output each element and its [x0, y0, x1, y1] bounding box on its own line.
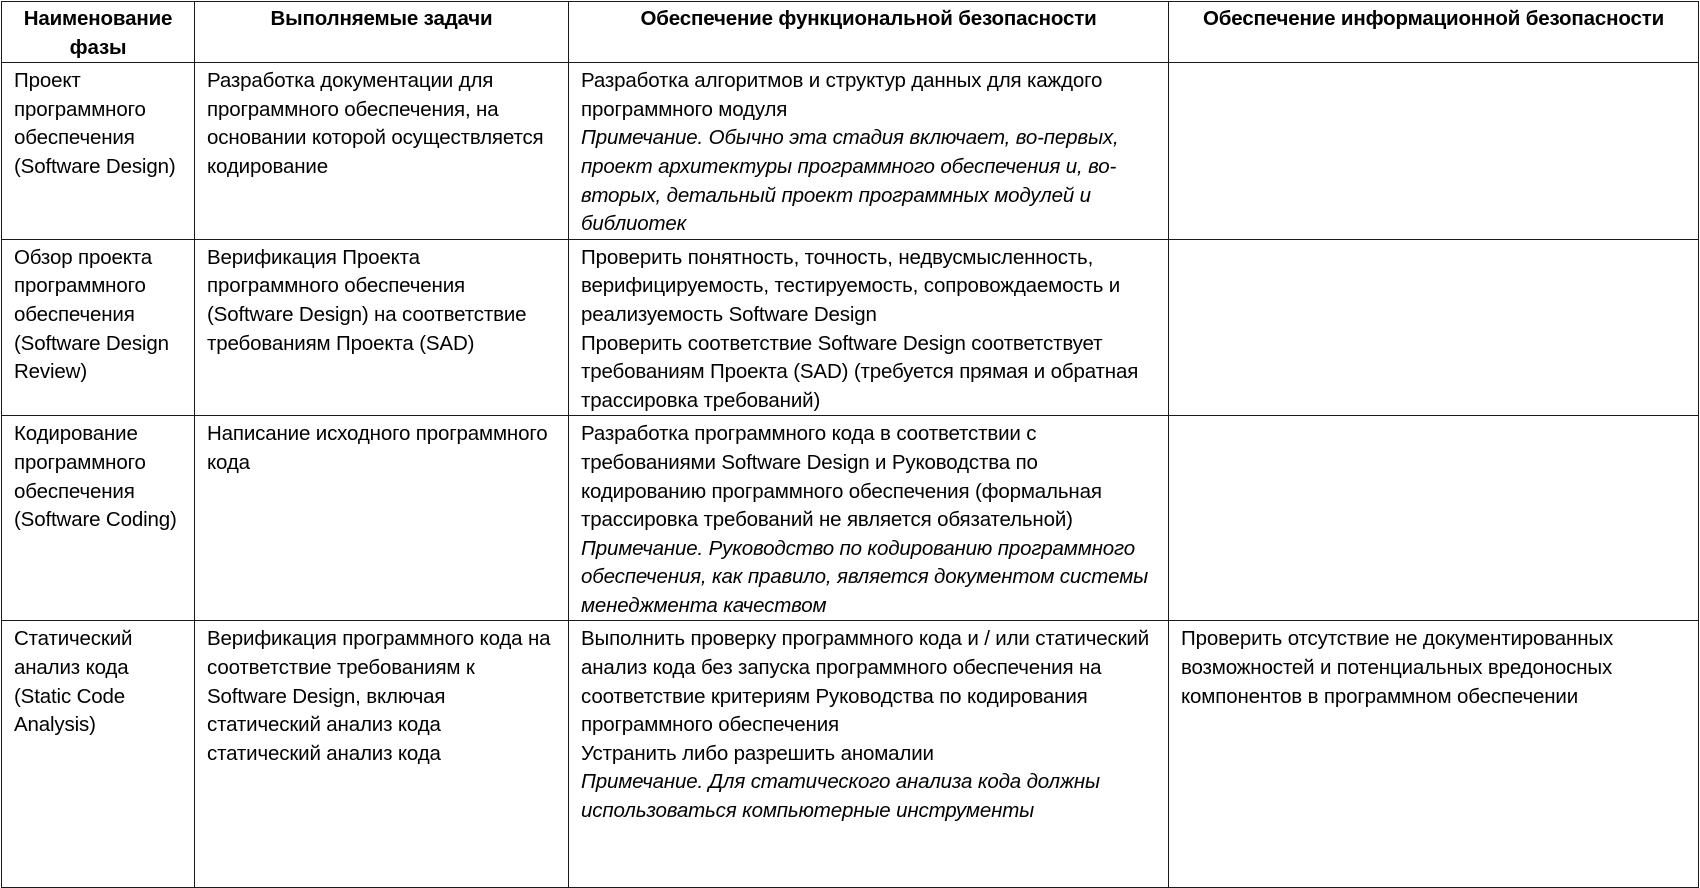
- header-information-security: Обеспечение информационной безопасности: [1169, 2, 1699, 63]
- table-row: [2, 621, 1699, 888]
- cell-functional-safety: [569, 621, 1169, 888]
- phase-name: Проект программного обеспечения (Software Design): [14, 69, 176, 178]
- functional-safety-text: Выполнить проверку программного кода и / или статический анализ кода без запуска программного обеспечения на соответствие критериям Руководства по кодирования программного обеспечения: [581, 627, 1149, 737]
- table-header-row: [2, 2, 1699, 63]
- header-tasks: Выполняемые задачи: [195, 2, 569, 63]
- cell-functional-safety: [569, 63, 1169, 240]
- cell-phase: [2, 621, 195, 888]
- cell-phase: [2, 416, 195, 621]
- functional-safety-text: Проверить понятность, точность, недвусмысленность, верифицируемость, тестируемость, сопровождаемость и реализуемость Software Design: [581, 245, 1121, 326]
- cell-phase: [2, 63, 195, 240]
- cell-functional-safety: [569, 239, 1169, 416]
- cell-information-security: [1169, 239, 1699, 416]
- tasks-text: Верификация программного кода на соответствие требованиям к Software Design, включая статический анализ кода статический анализ кода: [207, 627, 551, 765]
- cell-tasks: [195, 239, 569, 416]
- functional-safety-note: Примечание. Руководство по кодированию программного обеспечения, как правило, является документом системы менеджмента качеством: [581, 536, 1149, 617]
- tasks-text: Написание исходного программного кода: [207, 422, 548, 474]
- phases-table: [1, 1, 1699, 888]
- tasks-text: Верификация Проекта программного обеспечения (Software Design) на соответствие требованиям Проекта (SAD): [207, 245, 527, 355]
- header-phase-name: Наименование фазы: [2, 2, 195, 63]
- table-row: [2, 239, 1699, 416]
- cell-phase: [2, 239, 195, 416]
- cell-functional-safety: [569, 416, 1169, 621]
- functional-safety-note: Примечание. Для статического анализа кода должны использоваться компьютерные инструменты: [581, 770, 1100, 823]
- tasks-text: Разработка документации для программного обеспечения, на основании которой осуществляется кодирование: [207, 69, 544, 178]
- functional-safety-text: Разработка программного кода в соответствии с требованиями Software Design и Руководства по кодированию программного обеспечения (формальная трассировка требований не является обязательной): [581, 422, 1102, 532]
- cell-tasks: [195, 63, 569, 240]
- functional-safety-text: Разработка алгоритмов и структур данных для каждого программного модуля: [581, 69, 1103, 121]
- cell-tasks: [195, 416, 569, 621]
- functional-safety-note: Примечание. Обычно эта стадия включает, во-первых, проект архитектуры программного обеспечения и, во-вторых, детальный проект программных модулей и библиотек: [581, 126, 1119, 236]
- functional-safety-text-2: Устранить либо разрешить аномалии: [581, 741, 934, 765]
- table-row: [2, 63, 1699, 240]
- phase-name: Статический анализ кода (Static Code Analysis): [14, 627, 133, 737]
- cell-information-security: [1169, 621, 1699, 888]
- table-row: [2, 416, 1699, 621]
- cell-information-security: [1169, 63, 1699, 240]
- phase-name: Кодирование программного обеспечения (Software Coding): [14, 422, 177, 532]
- cell-information-security: [1169, 416, 1699, 621]
- header-functional-safety: Обеспечение функциональной безопасности: [569, 2, 1169, 63]
- information-security-text: Проверить отсутствие не документированных возможностей и потенциальных вредоносных компонентов в программном обеспечении: [1181, 627, 1614, 708]
- phase-name: Обзор проекта программного обеспечения (Software Design Review): [14, 245, 169, 384]
- functional-safety-text-2: Проверить соответствие Software Design соответствует требованиям Проекта (SAD) (требуется прямая и обратная трассировка требований): [581, 331, 1139, 412]
- cell-tasks: [195, 621, 569, 888]
